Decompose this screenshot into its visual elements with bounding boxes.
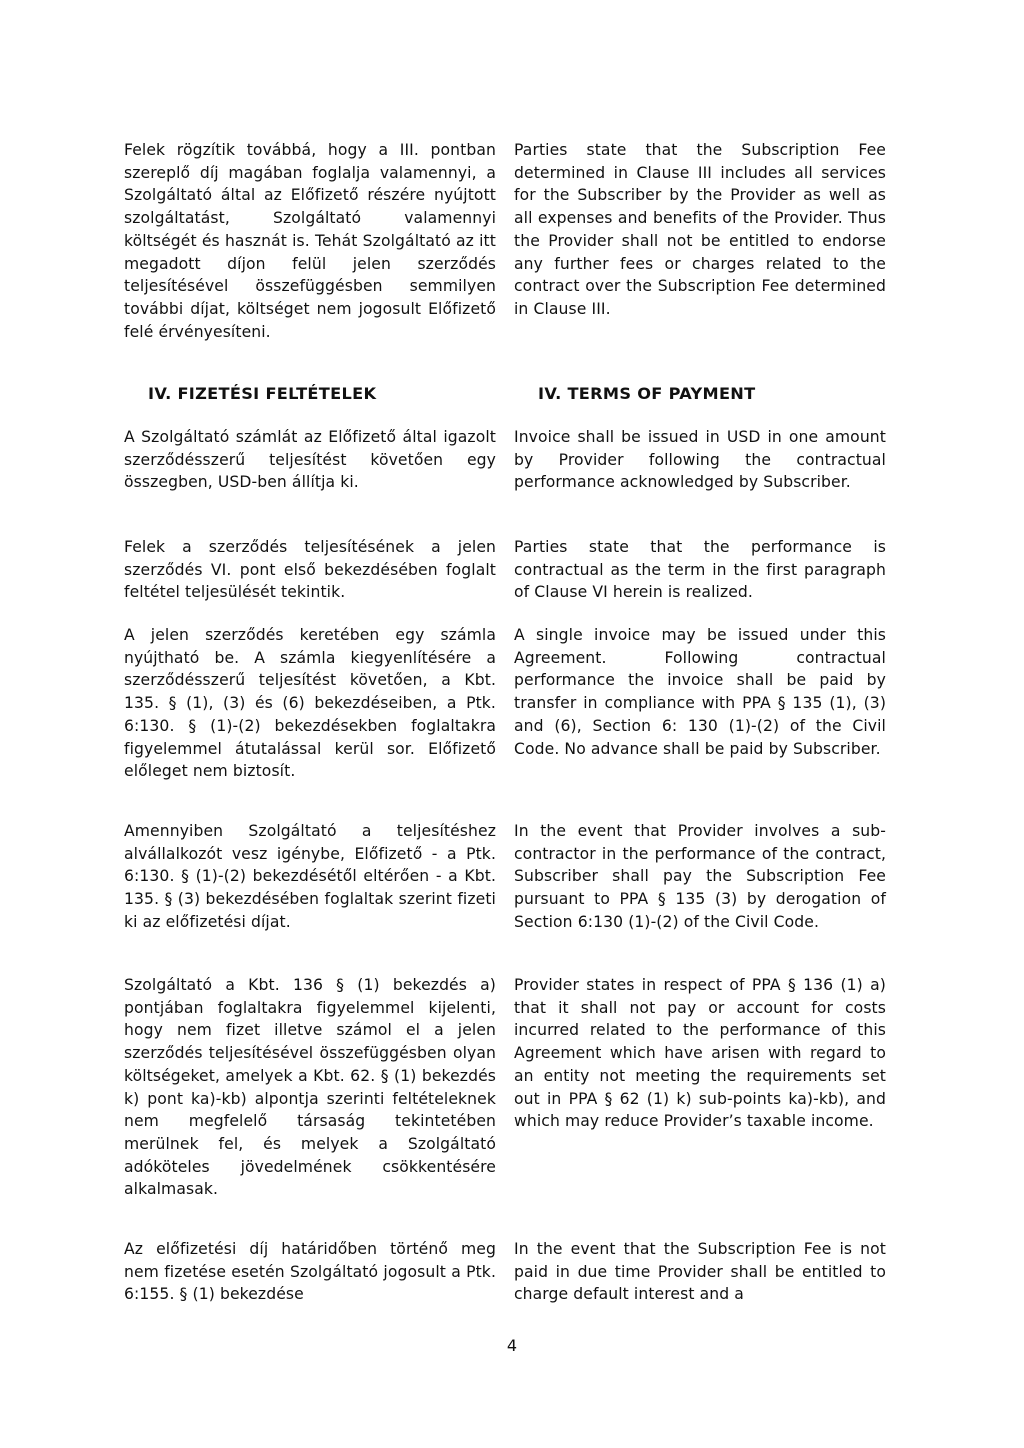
hu-paragraph-fee-inclusion: Felek rögzítik továbbá, hogy a III. pontban szereplő díj magában foglalja valamennyi, a Szolgáltató által az Előfizető részére nyújtott szolgáltatást, Szolgáltató valamennyi költségét és hasznát is. Tehát Szolgáltató az itt megadott díjon felül jelen szerződés teljesítésével összefüggésben semmilyen további díjat, költséget nem jogosult Előfizető felé érvényesíteni. xyxy=(124,141,496,341)
en-paragraph-late-payment: In the event that the Subscription Fee is not paid in due time Provider shall be entitled to charge default interest and a xyxy=(514,1240,886,1304)
hu-paragraph-invoice: A Szolgáltató számlát az Előfizető által igazolt szerződésszerű teljesítést követően egy összegben, USD-ben állítja ki. xyxy=(124,428,496,492)
en-paragraph-costs: Provider states in respect of PPA § 136 (1) a) that it shall not pay or account for costs incurred related to the performance of this Agreement which have arisen with regard to an entity not meeting the requirements set out in PPA § 62 (1) k) sub-points ka)-kb), and which may reduce Provider’s taxable income. xyxy=(514,976,886,1131)
hu-paragraph-subcontractor: Amennyiben Szolgáltató a teljesítéshez alvállalkozót vesz igénybe, Előfizető - a Ptk. 6:130. § (1)-(2) bekezdésétől eltérően - a Kbt. 135. § (3) bekezdésében foglaltak szerint fizeti ki az előfizetési díjat. xyxy=(124,822,496,931)
en-section-heading: IV. TERMS OF PAYMENT xyxy=(538,384,756,403)
en-paragraph-performance: Parties state that the performance is contractual as the term in the first paragraph of Clause VI herein is realized. xyxy=(514,538,886,602)
hu-paragraph-costs: Szolgáltató a Kbt. 136 § (1) bekezdés a) pontjában foglaltakra figyelemmel kijelenti, hogy nem fizet illetve számol el a jelen szerződés teljesítésével összefüggésben olyan költségeket, amelyek a Kbt. 62. § (1) bekezdés k) pont ka)-kb) alpontja szerinti feltételeknek nem megfelelő társaság tekintetében merülnek fel, és melyek a Szolgáltató adóköteles jövedelmének csökkentésére alkalmasak. xyxy=(124,976,496,1199)
page-number: 4 xyxy=(506,1336,518,1355)
hu-section-heading: IV. FIZETÉSI FELTÉTELEK xyxy=(148,384,377,403)
en-paragraph-single-invoice: A single invoice may be issued under this Agreement. Following contractual performance the invoice shall be paid by transfer in compliance with PPA § 135 (1), (3) and (6), Section 6: 130 (1)-(2) of the Civil Code. No advance shall be paid by Subscriber. xyxy=(514,626,886,758)
en-paragraph-subcontractor: In the event that Provider involves a sub-contractor in the performance of the contract, Subscriber shall pay the Subscription Fee pursuant to PPA § 135 (3) by derogation of Section 6:130 (1)-(2) of the Civil Code. xyxy=(514,822,886,931)
hu-paragraph-performance: Felek a szerződés teljesítésének a jelen szerződés VI. pont első bekezdésében foglalt feltétel teljesülését tekintik. xyxy=(124,538,496,602)
hu-paragraph-single-invoice: A jelen szerződés keretében egy számla nyújtható be. A számla kiegyenlítésére a szerződésszerű teljesítést követően, a Kbt. 135. § (1), (3) és (6) bekezdéseiben, a Ptk. 6:130. § (1)-(2) bekezdésekben foglaltakra figyelemmel átutalással kerül sor. Előfizető előleget nem biztosít. xyxy=(124,626,496,781)
hu-paragraph-late-payment: Az előfizetési díj határidőben történő meg nem fizetése esetén Szolgáltató jogosult a Ptk. 6:155. § (1) bekezdése xyxy=(124,1240,496,1304)
en-paragraph-invoice: Invoice shall be issued in USD in one amount by Provider following the contractual performance acknowledged by Subscriber. xyxy=(514,428,886,492)
en-paragraph-fee-inclusion: Parties state that the Subscription Fee determined in Clause III includes all services for the Subscriber by the Provider as well as all expenses and benefits of the Provider. Thus the Provider shall not be entitled to endorse any further fees or charges related to the contract over the Subscription Fee determined in Clause III. xyxy=(514,141,886,318)
